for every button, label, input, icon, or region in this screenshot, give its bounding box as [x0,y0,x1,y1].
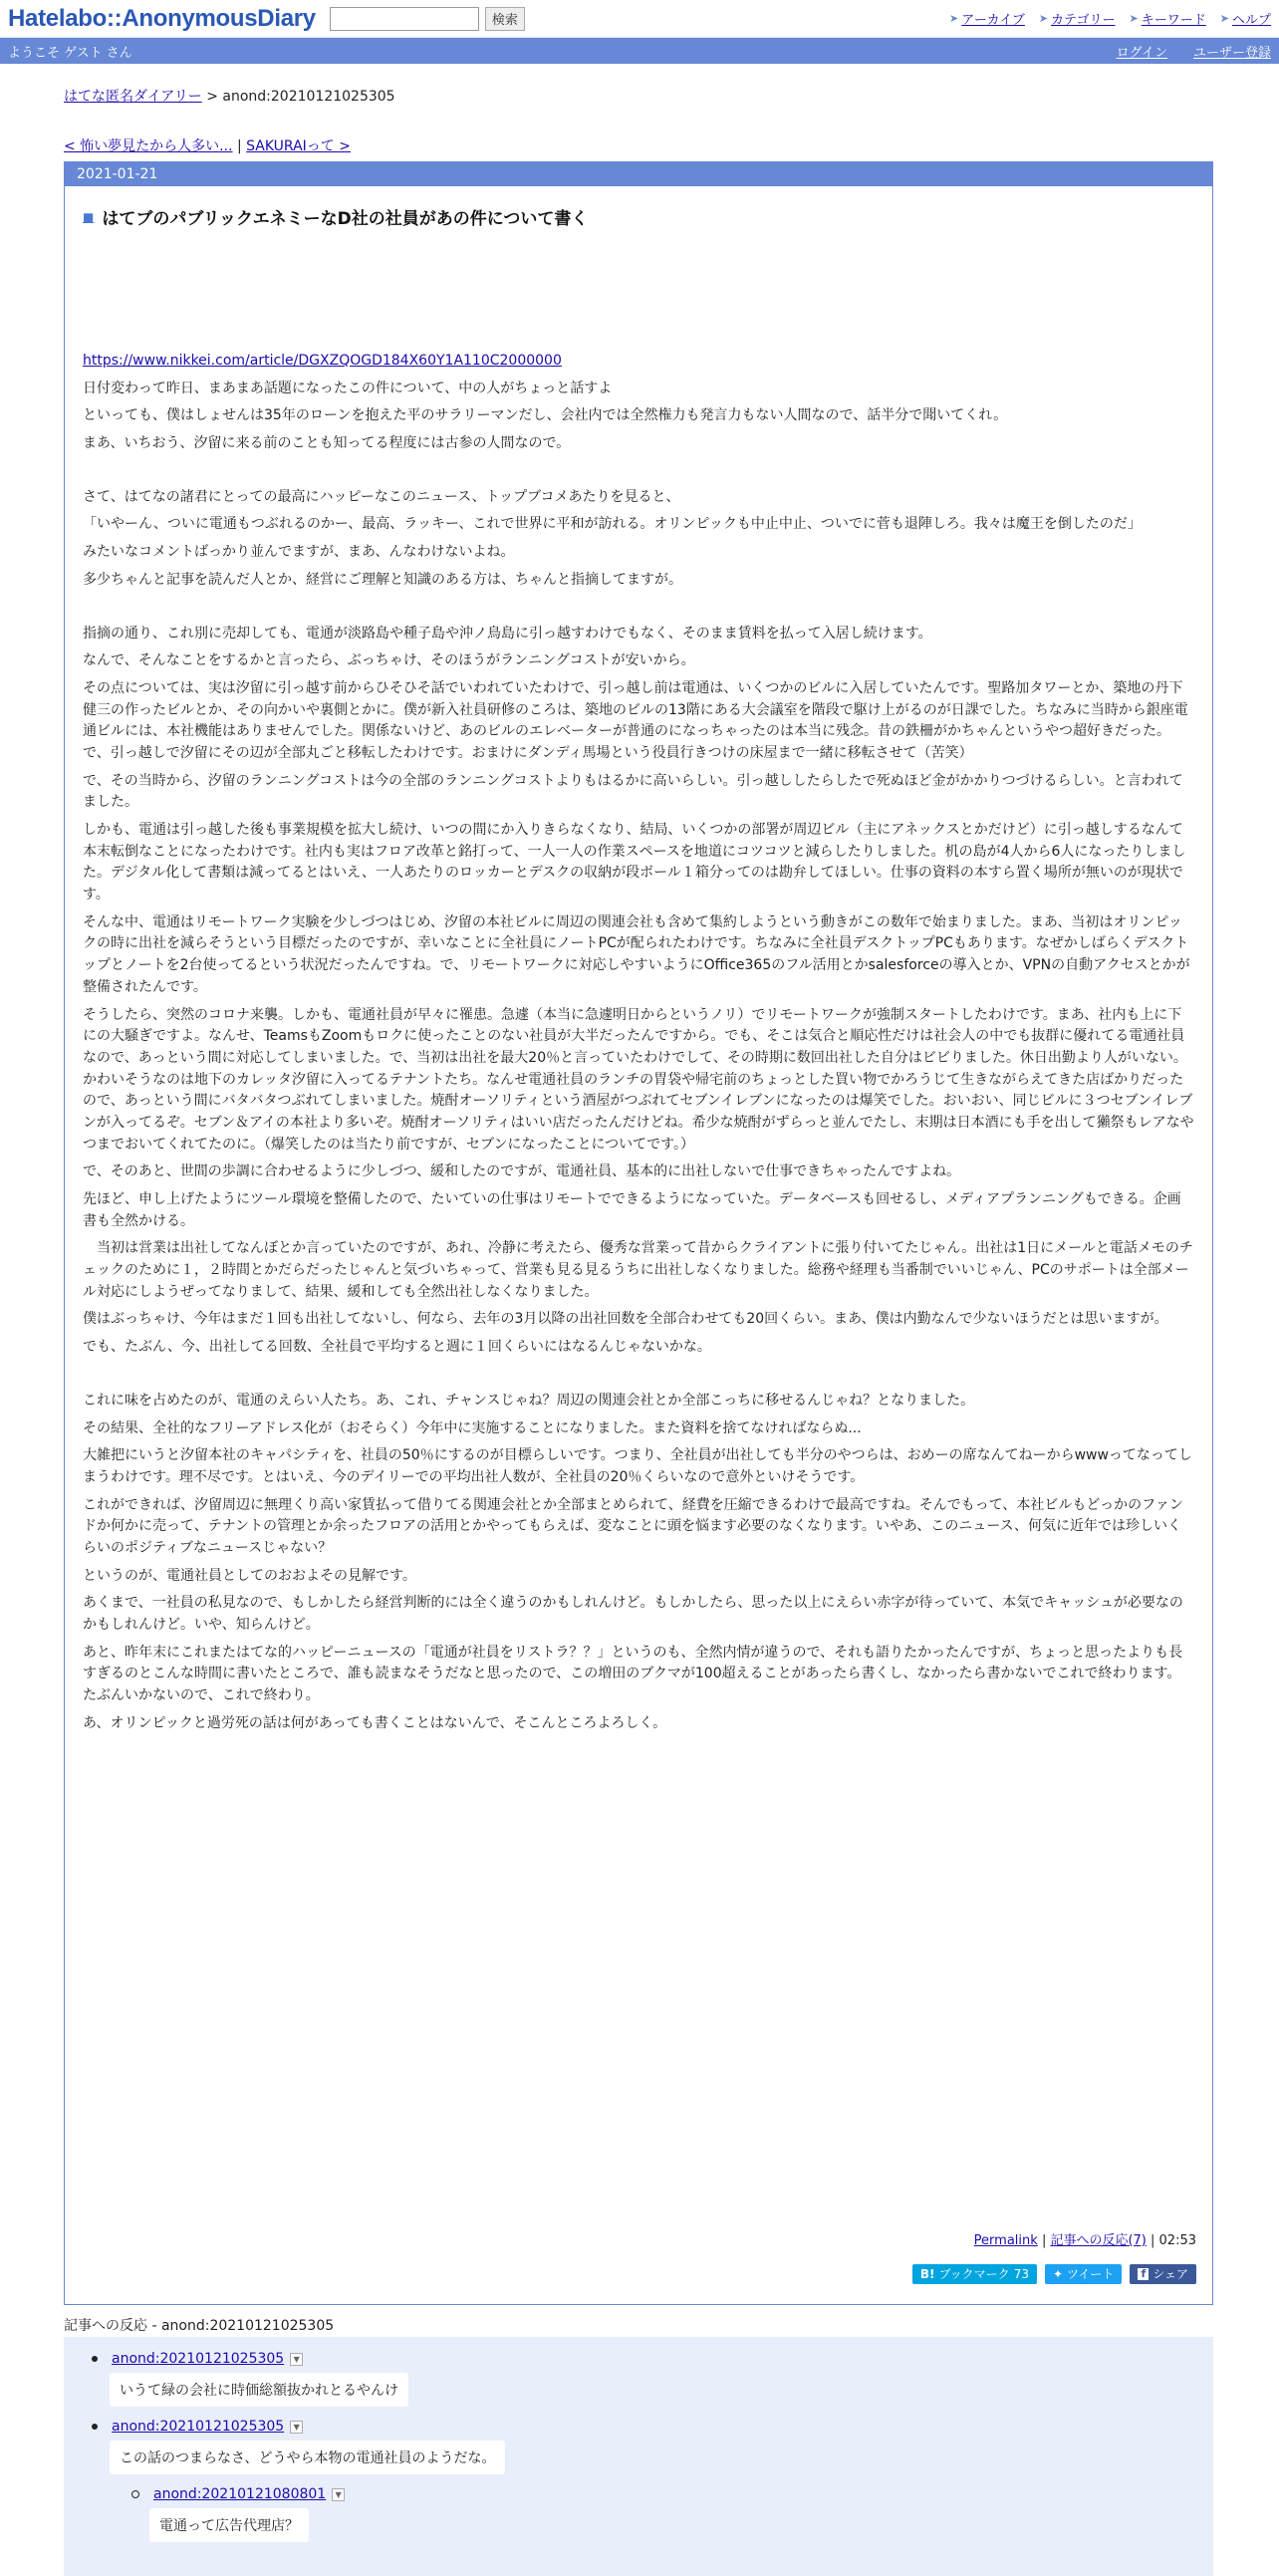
entry-paragraph: あくまで、一社員の私見なので、もしかしたら経営判断的には全く違うのかもしれんけど。もしかしたら、思った以上にえらい赤字が待っていて、本気でキャッシュが必要なのかもしれんけど。いや、知らんけど。 [83,1595,1183,1633]
entry-time: 02:53 [1158,2233,1196,2248]
next-entry-link[interactable]: SAKURAIって > [246,138,351,154]
hatena-bookmark-button[interactable] [912,2264,1037,2284]
entry-paragraph: その結果、全社的なフリーアドレス化が（おそらく）今年中に実施することになりました。また資料を捨てなければならぬ... [83,1419,862,1436]
reaction-author-link[interactable]: anond:20210121025305 [112,2419,285,2435]
entry-paragraph: その点については、実は汐留に引っ越す前からひそひそ話でいわれていたわけで、引っ越し前は電通は、いくつかのビルに入居していたんです。聖路加タワーとか、築地の丹下健三の作ったビルとか、その向かいや裏側とかに。僕が新入社員研修のころは、築地のビルの13階にある大会議室を階段で駆け上がるのが日課でした。ちなみに当時から銀座電通ビルには、本社機能はありませんでした。関係ないけど、あのビルのエレベーターが普通のになっちゃったのは本当に残念。昔の鉄柵がかちゃんというやつ超好きだった。で、引っ越しで汐留にその辺が全部丸ごと移転したわけです。おまけにダンディ馬場という役員行きつけの床屋まで一緒に移転させて（苦笑） [83,679,1188,761]
footer-separator: | [1041,2233,1051,2248]
breadcrumb-current: anond:20210121025305 [222,89,395,105]
entry-paragraph: あ、オリンピックと過労死の話は何があっても書くことはないんで、そこんところよろしく。 [83,1714,667,1731]
arrow-icon: ➤ [1129,12,1139,25]
entry-paragraph: といっても、僕はしょせんは35年のローンを抱えた平のサラリーマンだし、会社内では全然権力も発言力もない人間なので、話半分で聞いてくれ。 [83,407,1008,424]
entry-paragraph: そうしたら、突然のコロナ来襲。しかも、電通社員が早々に罹患。急遽（本当に急遽明日からというノリ）でリモートワークが強制スタートしたわけです。まあ、社内も上に下にの大騒ぎですよ。なんせ、TeamsもZoomもロクに使ったことのない社員が大半だったんですから。でも、そこは気合と順応性だけは社会人の中でも抜群に優れてる電通社員なので、あっという間に対応してしまいました。で、当初は出社を最大20％と言っていたわけでして、その時期に数回出社した自分はビビりました。休日出勤より人がいない。かわいそうなのは地下のカレッタ汐留に入ってるテナントたち。なんせ電通社員のランチの胃袋や帰宅前のちょっとした買い物でかろうじて生きながらえてきた店ばかりだったので、あっという間にバタバタつぶれてしまいました。焼酎オーソリティという酒屋がつぶれてセブンイレブンになったのは爆笑でした。おいおい、同じビルに３つセブンイレブンが入ってるぞ。セブン＆アイの本社より多いぞ。焼酎オーソリティはいい店だったんだけどね。希少な焼酎がずらっと並んでたし、末期は日本酒にも手を出して獺祭もレアなやつまでおいてくれてたのに。（爆笑したのは当たり前ですが、セブンになったことについてです。） [83,1006,1194,1153]
reaction-comment: 電通って広告代理店？ [149,2508,309,2542]
arrow-icon: ➤ [1038,12,1049,25]
entry-paragraph: 指摘の通り、これ別に売却しても、電通が淡路島や種子島や沖ノ鳥島に引っ越すわけでもなく、そのまま賃料を払って入居し続けます。 [83,625,932,642]
entry-permalink-icon[interactable]: ■ [83,209,95,224]
entry-paragraph: 多少ちゃんと記事を読んだ人とか、経営にご理解と知識のある方は、ちゃんと指摘してますが。 [83,571,682,588]
list-bullet [131,2490,139,2498]
tweet-button[interactable] [1045,2264,1122,2284]
entry-paragraph: 「いやーん、ついに電通もつぶれるのかー、最高、ラッキー、これで世界に平和が訪れる。オリンピックも中止中止、ついでに菅も退陣しろ。我々は魔王を倒したのだ」 [83,516,1142,533]
facebook-share-button[interactable] [1130,2264,1196,2284]
login-link[interactable]: ログイン [1116,45,1167,61]
paragraph-gap [83,1365,1194,1391]
entry-paragraph: 当初は営業は出社してなんぼとか言っていたのですが、あれ、冷静に考えたら、優秀な営業って昔からクライアントに張り付いてたじゃん。出社は1日にメールと電話メモのチェックのために１，２時間とかだらだったじゃんと気づいちゃって、営業も見る見るうちに出社しなくなりました。総務や経理も当番制でいいじゃん、PCのサポートは全部メール対応にしようぜってなりまして、結果、緩和しても全然出社しなくなりました。 [83,1240,1193,1300]
entry-paragraph: で、そのあと、世間の歩調に合わせるように少しづつ、緩和したのですが、電通社員、基本的に出社しないで仕事できちゃったんですよね。 [83,1163,961,1180]
header-links [949,9,1271,28]
chevron-down-icon[interactable]: ▼ [290,2353,303,2366]
twitter-bird-icon: ✦ [1052,2267,1064,2281]
entry-paragraph: みたいなコメントばっかり並んでますが、まあ、んなわけないよね。 [83,544,515,561]
entry-paragraph: 僕はぶっちゃけ、今年はまだ１回も出社してないし、何なら、去年の3月以降の出社回数を全部合わせても20回くらい。まあ、僕は内勤なんで少ないほうだとは思いますが。 [83,1311,1168,1328]
prev-entry-link[interactable]: < 怖い夢見たから人多い... [64,138,233,154]
permalink-link[interactable]: Permalink [973,2233,1038,2248]
reactions-list [64,2337,1213,2576]
entry-title-row [83,204,1212,229]
paragraph-gap [83,461,1194,487]
keyword-link[interactable]: キーワード [1141,13,1206,28]
hatena-bookmark-icon: B! [919,2267,935,2281]
entry-paragraph: でも、たぶん、今、出社してる回数、全社員で平均すると週に１回くらいにはなるんじゃないかな。 [83,1339,711,1356]
entry-paragraph: そんな中、電通はリモートワーク実験を少しづつはじめ、汐留の本社ビルに周辺の関連会社も含めて集約しようという動きがこの数年で始まりました。まあ、当初はオリンピックの時に出社を減らそうという目標だったのですが、幸いなことに全社員にノートPCが配られたわけです。ちなみに全社員デスクトップPCもあります。なぜかしばらくデスクトップとノートを2台使ってるという状況だったんですね。で、リモートワークに対応しやすいようにOffice365のフル活用とかsalesforceの導入とか、VPNの自動アクセスとかが整備されたんです。 [83,913,1190,995]
archive-link[interactable]: アーカイブ [961,13,1025,28]
header-link-category[interactable] [1039,9,1116,28]
entry-paragraph: 先ほど、申し上げたようにツール環境を整備したので、たいていの仕事はリモートでできるようになっていた。データベースも回せるし、メディアプランニングもできる。企画書も全然かける。 [83,1191,1181,1229]
entry-date: 2021-01-21 [65,162,1212,186]
welcome-greeting: ようこそ ゲスト さん [8,45,132,61]
search-input[interactable] [330,7,479,31]
reaction-comment: いうて緑の会社に時価総額抜かれとるやんけ [110,2373,408,2407]
entry-paragraph: しかも、電通は引っ越した後も事業規模を拡大し続け、いつの間にか入りきらなくなり、結局、いくつかの部署が周辺ビル（主にアネックスとかだけど）に引っ越しするなんて本末転倒なことになったわけです。社内も実はフロア改革と銘打って、一人一人の作業スペースを地道にコツコツと減らしたりしました。机の島が4人から6人になったりしました。デジタル化して書類は減ってるとはいえ、一人あたりのロッカーとデスクの収納が段ボール１箱分ってのは勘弁してほしい。仕事の資料の本すら置く場所が無いのが現状です。 [83,822,1186,903]
register-link[interactable]: ユーザー登録 [1192,45,1271,61]
reactions-title: 記事への反応 - anond:20210121025305 [64,2318,335,2334]
entry-navigation [64,135,1279,155]
site-logo[interactable]: Hatelabo::AnonymousDiary [8,4,316,32]
breadcrumb-home-link[interactable]: はてな匿名ダイアリー [64,89,202,105]
welcome-bar [0,38,1279,64]
search-button[interactable]: 検索 [485,7,525,31]
entry-paragraph: なんで、そんなことをするかと言ったら、ぶっちゃけ、そのほうがランニングコストが安いから。 [83,652,695,669]
help-link[interactable]: ヘルプ [1231,13,1271,28]
article-link[interactable]: https://www.nikkei.com/article/DGXZQOGD184X60Y1A110C2000000 [83,353,562,369]
reactions-link[interactable]: 記事への反応(7) [1050,2233,1147,2248]
chevron-down-icon[interactable]: ▼ [290,2421,303,2434]
facebook-share-label: シェア [1152,2267,1188,2281]
reaction-author-link[interactable]: anond:20210121025305 [112,2351,285,2367]
reaction-item [92,2351,1213,2407]
reaction-item-nested [131,2486,1213,2542]
arrow-icon: ➤ [949,12,959,25]
nav-separator: | [232,138,247,154]
site-header [0,0,1279,38]
header-link-keyword[interactable] [1130,9,1206,28]
entry-paragraph: まあ、いちおう、汐留に来る前のことも知ってる程度には古参の人間なので。 [83,435,571,452]
entry-title: はてブのパブリックエネミーなD社の社員があの件について書く [102,209,589,229]
reaction-item [92,2419,1213,2474]
hatena-bookmark-count: 73 [1013,2267,1029,2281]
header-link-help[interactable] [1220,9,1271,28]
list-bullet [92,2424,98,2430]
category-link[interactable]: カテゴリー [1051,13,1116,28]
arrow-icon: ➤ [1219,12,1229,25]
reaction-comment: この話のつまらなさ、どうやら本物の電通社員のようだな。 [110,2441,505,2474]
entry-paragraph: 日付変わって昨日、まあまあ話題になったこの件について、中の人がちょっと話すよ [83,380,613,396]
entry-paragraph: あと、昨年末にこれまたはてな的ハッピーニュースの「電通が社員をリストラ？？」というのも、全然内情が違うので、それも語りたかったんですが、ちょっと思ったよりも長すぎるのとこんな時間に書いたところで、誰も読まなそうだなと思ったので、この増田のブクマが100超えることがあったら書くし、なかったら書かないでこれで終わります。たぶんいかないので、これで終わり。 [83,1644,1183,1704]
entry-paragraph: で、その当時から、汐留のランニングコストは今の全部のランニングコストよりもはるかに高いらしい。引っ越ししたらしたで死ぬほど金がかかりつづけるらしい。と言われてました。 [83,772,1183,811]
header-link-archive[interactable] [949,9,1025,28]
entry-paragraph: これに味を占めたのが、電通のえらい人たち。あ、これ、チャンスじゃね？周辺の関連会社とか全部こっちに移せるんじゃね？となりました。 [83,1392,975,1409]
entry-footer [974,2229,1196,2248]
paragraph-gap [83,598,1194,624]
breadcrumb [64,86,1279,106]
entry-body [83,351,1194,1734]
breadcrumb-separator: > [201,89,223,105]
tweet-label: ツイート [1067,2267,1115,2281]
entry-paragraph: というのが、電通社員としてのおおよその見解です。 [83,1567,416,1584]
list-bullet [92,2356,98,2362]
footer-separator: | [1151,2233,1159,2248]
share-buttons [912,2264,1196,2284]
hatena-bookmark-label: ブックマーク [938,2267,1010,2281]
reaction-author-link[interactable]: anond:20210121080801 [153,2486,327,2502]
diary-entry [64,161,1213,2305]
chevron-down-icon[interactable]: ▼ [332,2488,345,2501]
facebook-icon: f [1138,2268,1149,2280]
entry-paragraph: 大雑把にいうと汐留本社のキャパシティを、社員の50％にするのが目標らしいです。つまり、全社員が出社しても半分のやつらは、おめーの席なんてねーからwwwってなってしまうわけです。理不尽です。とはいえ、今のデイリーでの平均出社人数が、全社員の20％くらいなので意外といけそうです。 [83,1447,1192,1485]
entry-paragraph: さて、はてなの諸君にとっての最高にハッピーなこのニュース、トップブコメあたりを見ると、 [83,488,680,505]
entry-paragraph: これができれば、汐留周辺に無理くり高い家賃払って借りてる関連会社とか全部まとめられて、経費を圧縮できるわけで最高ですね。そんでもって、本社ビルもどっかのファンドか何かに売って、テナントの管理とか余ったフロアの活用とかやってもらえば、変なことに頭を悩ます必要のなくなります。いやあ、このニュース、何気に近年では珍しいくらいのポジティブなニュースじゃない？ [83,1496,1183,1556]
